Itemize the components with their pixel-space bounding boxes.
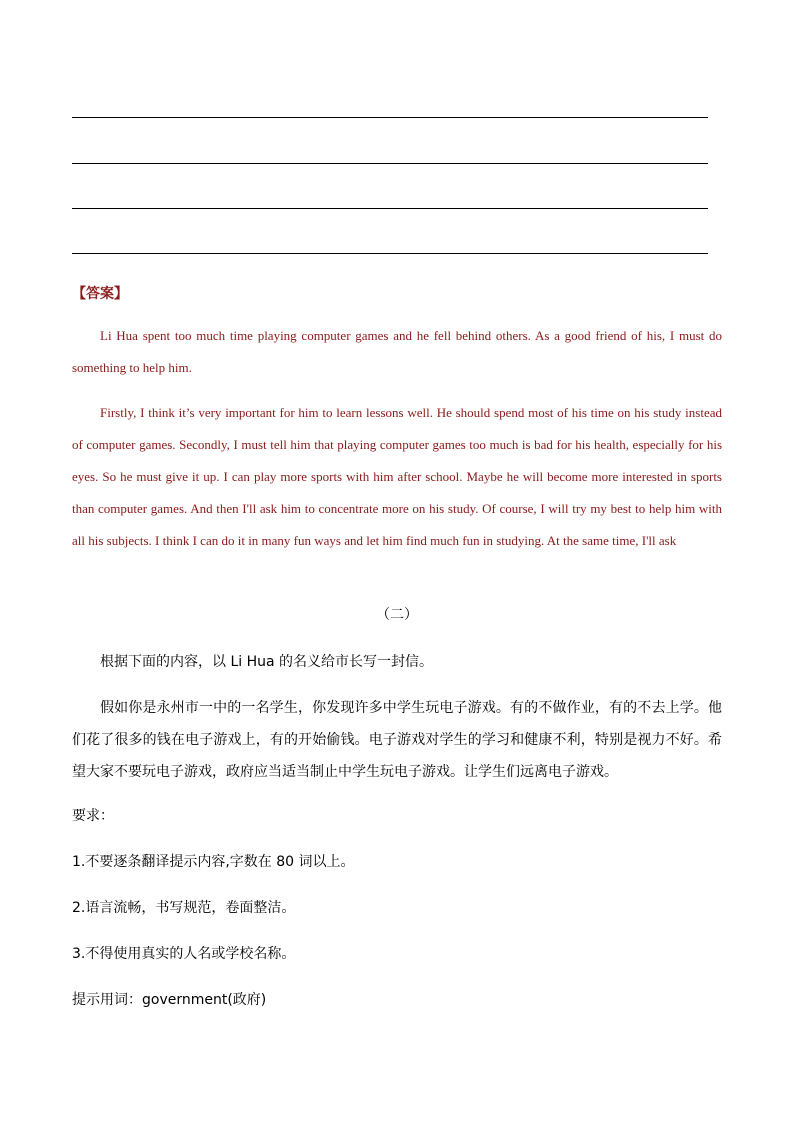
requirements-label: 要求： — [72, 808, 114, 824]
writing-line-4 — [72, 253, 708, 254]
hint-words: 提示用词：government(政府) — [72, 992, 267, 1008]
writing-line-2 — [72, 163, 708, 164]
answer-paragraph-1: Li Hua spent too much time playing computer games and he fell behind others. As a good friend of his, I must do something to help him. — [72, 328, 722, 375]
scenario-text: 假如你是永州市一中的一名学生，你发现许多中学生玩电子游戏。有的不做作业，有的不去上学。他们花了很多的钱在电子游戏上，有的开始偷钱。电子游戏对学生的学习和健康不利，特别是视力不好。希望大家不要玩电子游戏，政府应当适当制止中学生玩电子游戏。让学生们远离电子游戏。 — [72, 700, 722, 780]
requirement-3: 3.不得使用真实的人名或学校名称。 — [72, 946, 296, 962]
requirement-2: 2.语言流畅，书写规范，卷面整洁。 — [72, 900, 296, 916]
writing-line-1 — [72, 117, 708, 118]
instruction-text: 根据下面的内容，以 Li Hua 的名义给市长写一封信。 — [100, 654, 434, 670]
requirement-1: 1.不要逐条翻译提示内容,字数在 80 词以上。 — [72, 854, 355, 870]
section-title: （二） — [376, 607, 418, 623]
answer-paragraph-2: Firstly, I think it’s very important for him to learn lessons well. He should spend most of his time on his study instead of computer games. Secondly, I must tell him that playing computer games too much is bad for his health, especially for his eyes. So he must give it up. I can play more sports with him after school. Maybe he will become more interested in sports than computer games. And then I'll ask him to concentrate more on his study. Of course, I will try my best to help him with all his subjects. I think I can do it in many fun ways and let him find much fun in studying. At the same time, I'll ask — [72, 405, 722, 548]
answer-label: 【答案】 — [72, 286, 128, 302]
writing-line-3 — [72, 208, 708, 209]
